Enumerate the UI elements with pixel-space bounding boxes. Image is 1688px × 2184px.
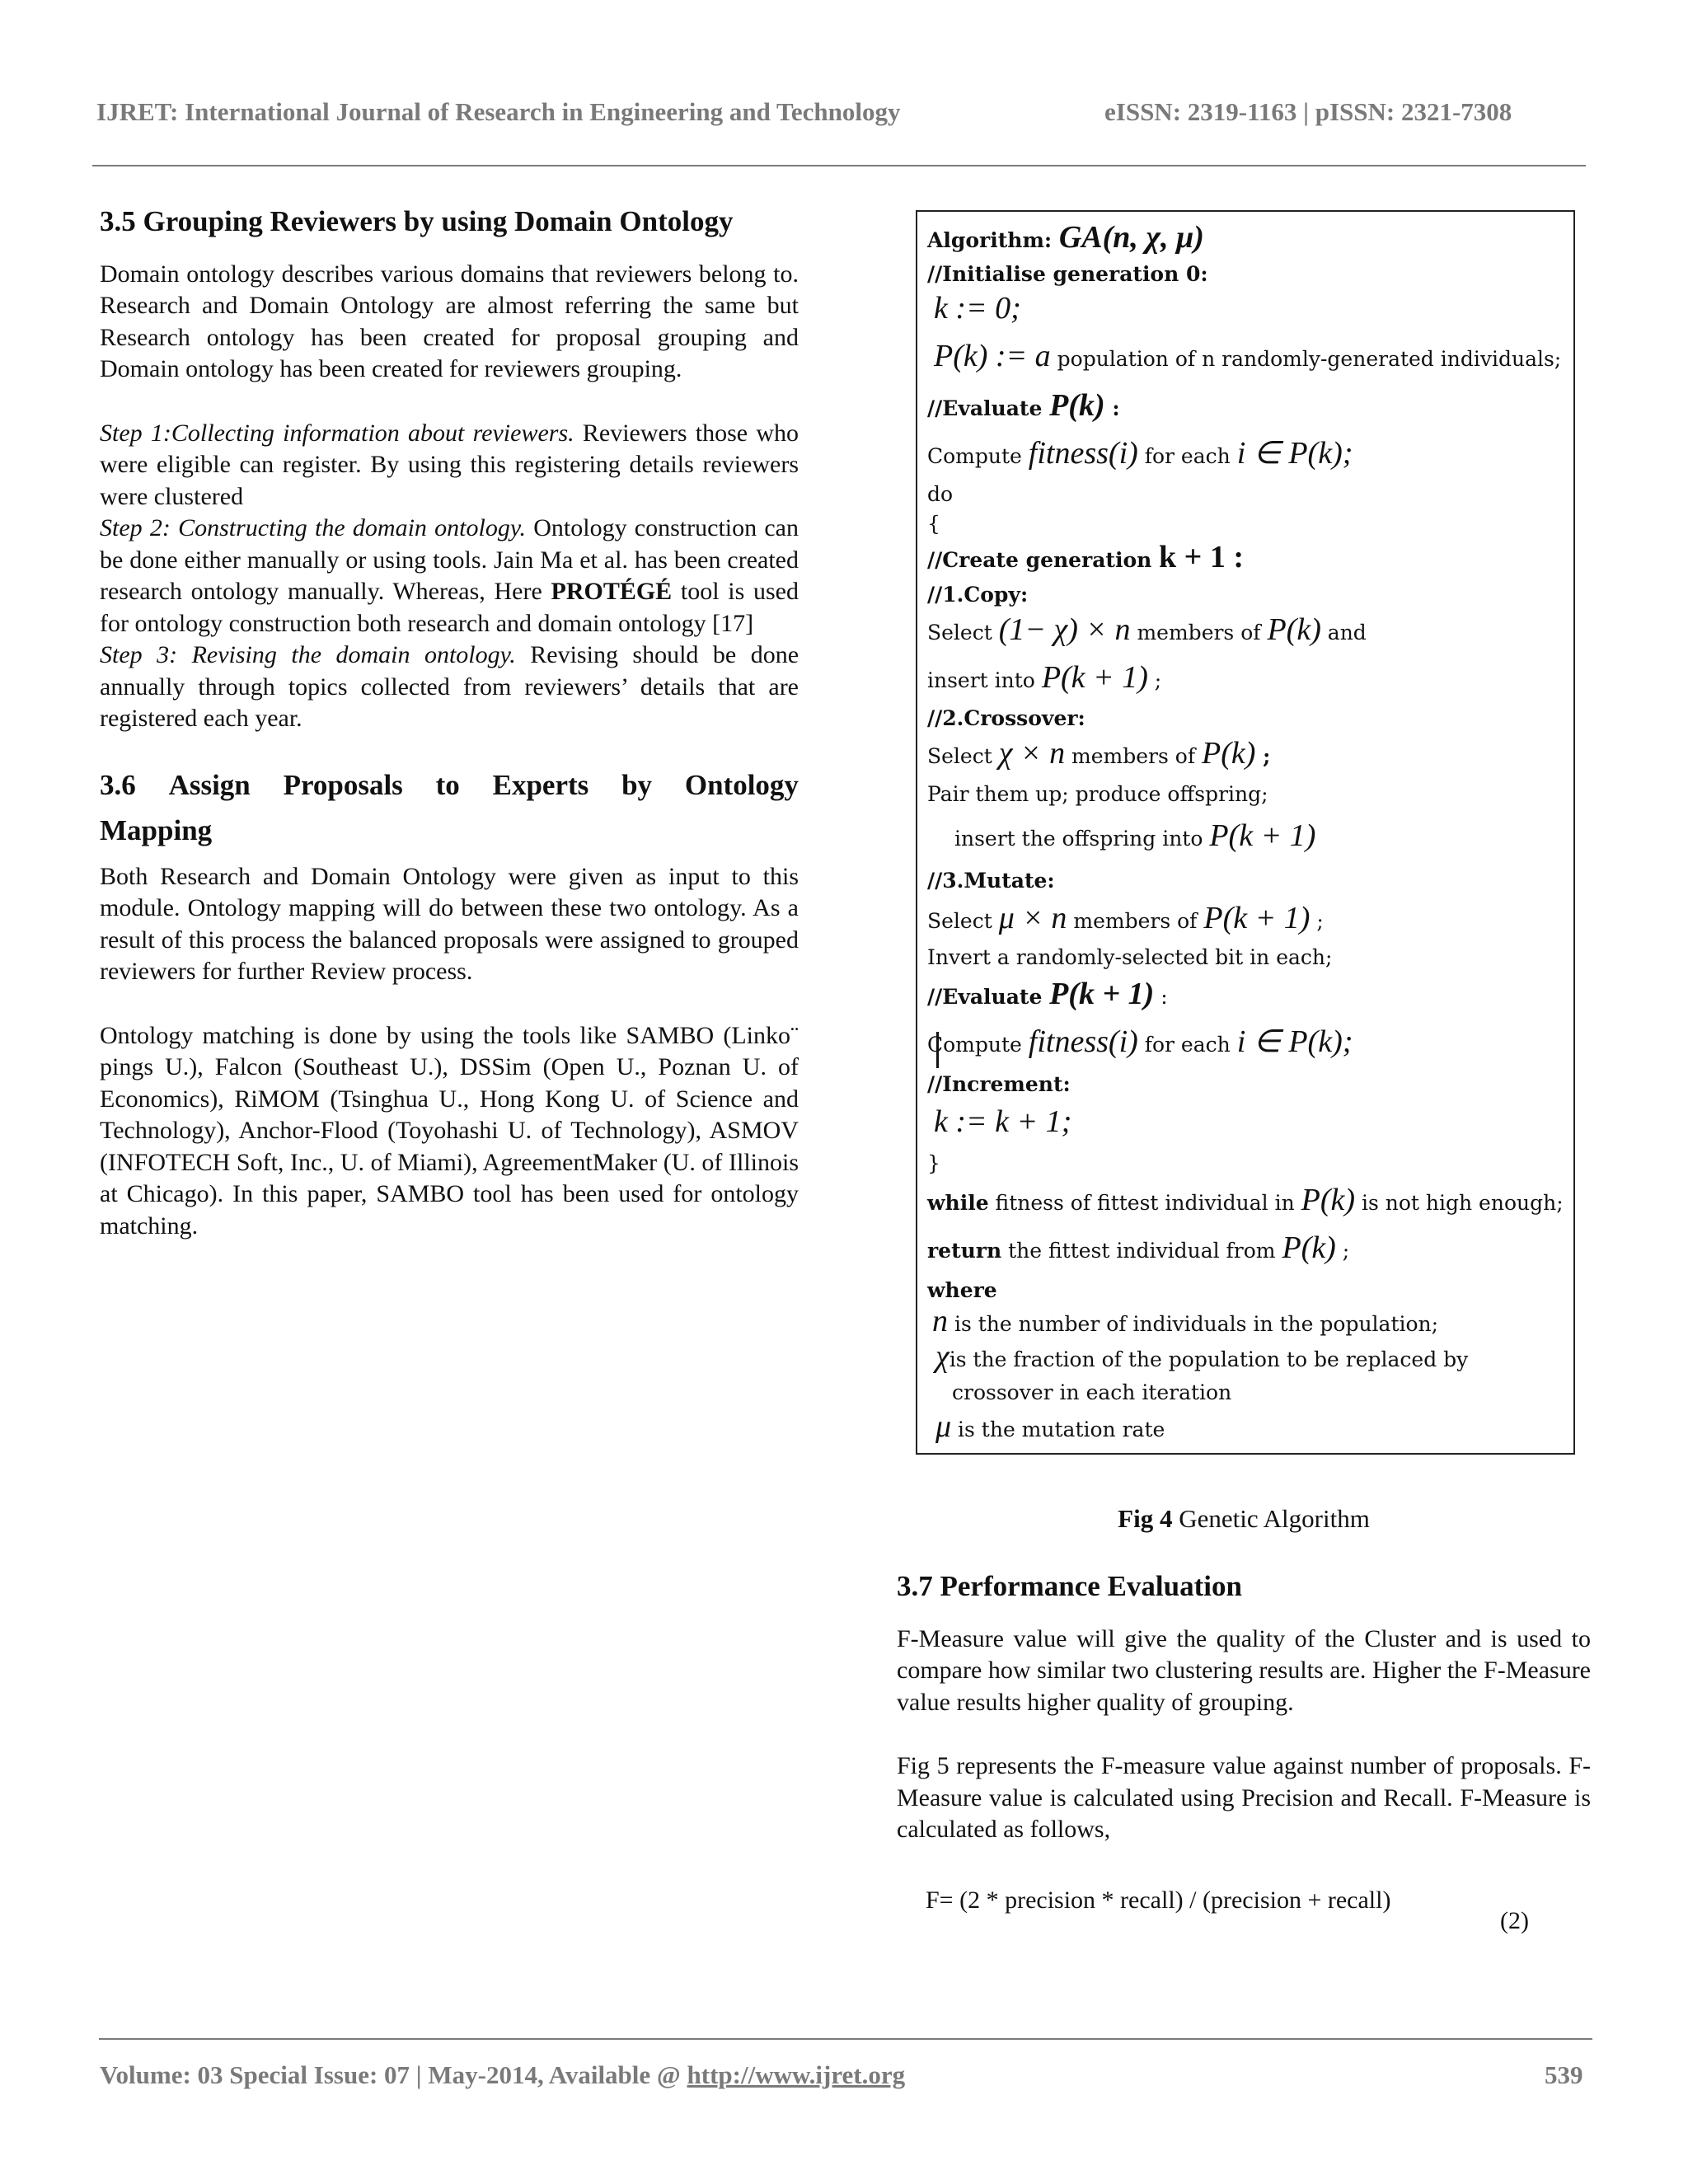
alg-insert-2: insert the offspring into P(k + 1) [954, 818, 1316, 853]
alg-open-brace: { [927, 512, 940, 536]
step-3-text: Revising should be done annually through topics collected from reviewers’ details that are registered each year. [100, 641, 799, 732]
alg-where-chi: χis the fraction of the population to be replaced by [935, 1339, 1469, 1374]
step-2-text-b: tool is used for ontology construction both research and domain ontology [17] [100, 578, 799, 637]
section-3-7-para2: Fig 5 represents the F-measure value against number of proposals. F- Measure value is calculated using Precision and Recall. F-Measure is calculated as follows, [897, 1752, 1591, 1843]
alg-do: do [927, 482, 954, 506]
alg-where-mu: μ is the mutation rate [935, 1409, 1165, 1444]
alg-select-3: Select μ × n members of P(k + 1) ; [927, 901, 1324, 935]
title-word: Experts [492, 768, 589, 801]
left-column [100, 203, 799, 1242]
right-column [897, 1568, 1591, 1846]
journal-title: IJRET: International Journal of Research in Engineering and Technology [96, 97, 901, 126]
figure-caption-text: Genetic Algorithm [1172, 1504, 1370, 1533]
title-word: Assign [168, 768, 251, 801]
alg-insert-1: insert into P(k + 1) ; [927, 660, 1162, 695]
alg-eval2-comment: //Evaluate P(k + 1) : [927, 977, 1168, 1011]
title-word: by [621, 768, 653, 801]
step-2-tool: PROTÉGÉ [551, 578, 673, 605]
title-word: 3.6 [100, 768, 136, 801]
section-3-7-title: 3.7 Performance Evaluation [897, 1570, 1242, 1602]
alg-create-comment: //Create generation k + 1 : [927, 540, 1244, 574]
alg-mutate-comment: //3.Mutate: [927, 869, 1055, 893]
alg-kinc: k := k + 1; [934, 1104, 1072, 1139]
alg-pair: Pair them up; produce offspring; [927, 782, 1268, 806]
alg-title-math: GA(n, χ, μ) [1058, 220, 1204, 255]
alg-eval-comment: //Evaluate P(k) : [927, 388, 1120, 423]
section-3-6-para1: Both Research and Domain Ontology were given as input to this module. Ontology mapping will do between these two ontology. As a result of this process the balanced proposals were assigned to grouped reviewers for further Review process. [100, 862, 799, 985]
alg-while: while fitness of fittest individual in P(k) is not high enough; [927, 1183, 1564, 1217]
footer-divider [99, 2038, 1592, 2040]
step-3-label: Step 3: Revising the domain ontology. [100, 641, 516, 668]
step-2-label: Step 2: Constructing the domain ontology. [100, 514, 526, 541]
section-3-7-para1: F-Measure value will give the quality of the Cluster and is used to compare how similar two clustering results are. Higher the F-Measure value results higher quality of grouping. [897, 1624, 1591, 1716]
equation: F= (2 * precision * recall) / (precision + recall) [926, 1886, 1391, 1914]
step-1-label: Step 1:Collecting information about reviewers. [100, 419, 574, 447]
alg-close-brace: } [927, 1151, 940, 1175]
alg-pk-line: P(k) := a population of n randomly-generated individuals; [934, 339, 1562, 373]
alg-invert: Invert a randomly-selected bit in each; [927, 945, 1333, 969]
alg-where: where [927, 1278, 997, 1302]
issn: eISSN: 2319-1163 | pISSN: 2321-7308 [1104, 97, 1512, 126]
title-word: Proposals [283, 768, 403, 801]
alg-select-2: Select χ × n members of P(k) ; [927, 736, 1271, 771]
alg-compute-2: Compute fitness(i) for each i ∈ P(k); [927, 1024, 1353, 1059]
alg-select-1: Select (1− χ) × n members of P(k) and [927, 612, 1367, 647]
journal-link[interactable]: http://www.ijret.org [687, 2060, 906, 2089]
section-3-5-intro: Domain ontology describes various domains that reviewers belong to. Research and Domain Ontology are almost referring the same but Research ontology has been created for proposal grouping and Domain ontology has been created for reviewers grouping. [100, 260, 799, 382]
alg-k0: k := 0; [934, 291, 1021, 326]
section-3-6-title [100, 766, 799, 804]
step-2 [100, 513, 799, 640]
alg-init-comment: //Initialise generation 0: [927, 262, 1208, 286]
step-2-text-a: Ontology construction can be done either manually or using tools. Jain Ma et al. has been created research ontology manually. Whereas, Here [100, 514, 799, 605]
alg-title: Algorithm: GA(n, χ, μ) [927, 220, 1204, 255]
alg-where-n: n is the number of individuals in the population; [932, 1304, 1439, 1338]
footer-text: Volume: 03 Special Issue: 07 | May-2014, Available @ http://www.ijret.org [100, 2060, 906, 2089]
title-word: Ontology [684, 768, 799, 801]
section-3-6-para2: Ontology matching is done by using the tools like SAMBO (Linko¨ pings U.), Falcon (Southeast U.), DSSim (Open U., Poznan U. of Economics), RiMOM (Tsinghua U., Hong Kong U. of Science and Technology), Anchor-Flood (Toyohashi U. of Technology), ASMOV (INFOTECH Soft, Inc., U. of Miami), AgreementMaker (U. of Illinois at Chicago). In this paper, SAMBO tool has been used for ontology matching. [100, 1021, 799, 1240]
title-word: to [435, 768, 460, 801]
step-1 [100, 418, 799, 513]
figure-label: Fig 4 [1118, 1504, 1173, 1533]
alg-where-chi-2: crossover in each iteration [952, 1380, 1232, 1404]
section-3-6-title-line2: Mapping [100, 814, 213, 846]
equation-number: (2) [1500, 1907, 1529, 1934]
alg-increment-comment: //Increment: [927, 1072, 1071, 1096]
algorithm-figure [916, 210, 1575, 1455]
alg-return: return the fittest individual from P(k) ; [927, 1230, 1350, 1265]
page-number: 539 [1545, 2060, 1583, 2089]
section-3-5-title: 3.5 Grouping Reviewers by using Domain Ontology [100, 205, 734, 237]
step-3 [100, 640, 799, 735]
alg-compute-1: Compute fitness(i) for each i ∈ P(k); [927, 436, 1353, 471]
alg-crossover-comment: //2.Crossover: [927, 706, 1085, 730]
figure-caption [897, 1504, 1591, 1534]
step-1-text: Reviewers those who were eligible can register. By using this registering details reviewers were clustered [100, 419, 799, 510]
alg-copy-comment: //1.Copy: [927, 583, 1029, 607]
header-divider [92, 165, 1586, 166]
